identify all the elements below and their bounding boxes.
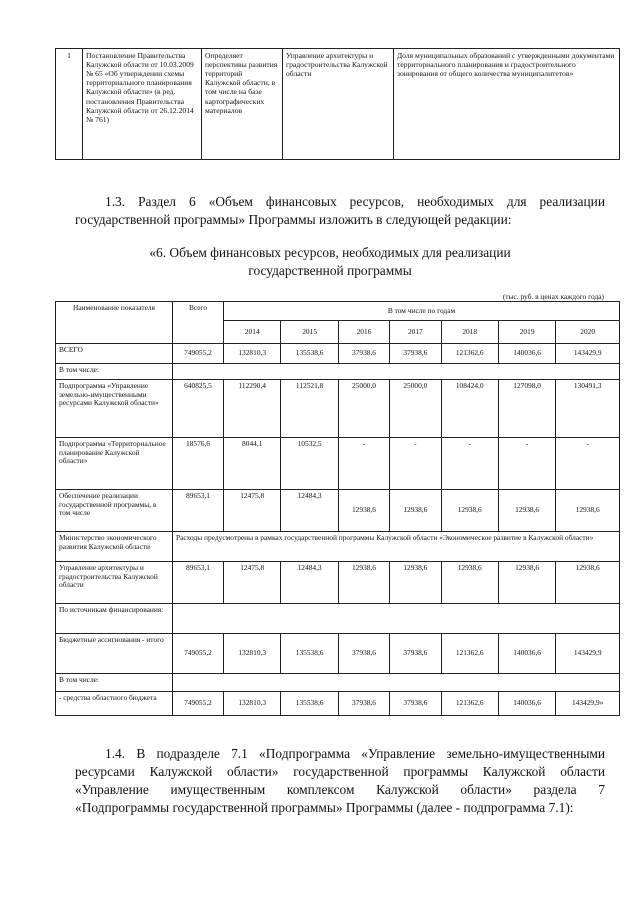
value-cell: 25000,0 <box>390 380 441 438</box>
table-row <box>56 380 620 438</box>
value-cell: - <box>556 438 620 490</box>
value-cell: 12938,6 <box>556 562 620 604</box>
value-cell: 143429,9 <box>556 344 620 364</box>
value-cell: 12938,6 <box>338 562 389 604</box>
executor-cell: Управление архитектуры и градостроительства Калужской области <box>283 49 394 160</box>
value-cell: 12938,6 <box>498 490 555 532</box>
row-label: Министерство экономического развития Калужской области <box>56 532 173 562</box>
value-cell: - <box>498 438 555 490</box>
value-cell: 143429,9 <box>556 634 620 674</box>
value-cell: 12938,6 <box>498 562 555 604</box>
table-row <box>56 692 620 716</box>
value-cell: 25000,0 <box>338 380 389 438</box>
value-cell: - <box>441 438 498 490</box>
value-cell: 112290,4 <box>224 380 281 438</box>
value-cell: 143429,9» <box>556 692 620 716</box>
value-cell: - <box>338 438 389 490</box>
empty-cell <box>173 674 620 692</box>
value-cell: 12484,3 <box>281 490 338 532</box>
total-cell: 640825,5 <box>173 380 224 438</box>
value-cell: 37938,6 <box>390 692 441 716</box>
table-row <box>56 532 620 562</box>
table-row <box>56 49 620 160</box>
paragraph-1-3 <box>75 193 605 229</box>
header-total: Всего <box>173 302 224 344</box>
header-by-years: В том числе по годам <box>224 302 620 321</box>
text-line: 1.4. В подразделе 7.1 «Подпрограмма «Управление земельно-имущественными <box>105 746 605 761</box>
text-line: ресурсами Калужской области» государственной программы Калужской области <box>75 764 605 779</box>
year-header: 2015 <box>281 321 338 344</box>
table-row <box>56 438 620 490</box>
value-cell: 108424,0 <box>441 380 498 438</box>
value-cell: 135538,6 <box>281 344 338 364</box>
empty-cell <box>173 364 620 380</box>
year-header: 2014 <box>224 321 281 344</box>
year-header: 2019 <box>498 321 555 344</box>
text-line: 1.3. Раздел 6 «Объем финансовых ресурсов, необходимых для реализации <box>105 194 605 209</box>
row-label: В том числе: <box>56 364 173 380</box>
row-label: Подпрограмма «Территориальное планирование Калужской области» <box>56 438 173 490</box>
value-cell: 121362,6 <box>441 634 498 674</box>
value-cell: 132810,3 <box>224 344 281 364</box>
value-cell: 130491,3 <box>556 380 620 438</box>
text-line: государственной программы» Программы изложить в следующей редакции: <box>75 212 512 227</box>
text-line: «Подпрограммы государственной программы» Программы (далее - подпрограмма 7.1): <box>75 800 574 815</box>
value-cell: 8044,1 <box>224 438 281 490</box>
row-label: Подпрограмма «Управление земельно-имущественными ресурсами Калужской области» <box>56 380 173 438</box>
value-cell: 132810,3 <box>224 634 281 674</box>
value-cell: 12938,6 <box>390 490 441 532</box>
units-note: (тыс. руб. в ценах каждого года) <box>502 292 604 301</box>
value-cell: 127098,0 <box>498 380 555 438</box>
value-cell: 12938,6 <box>556 490 620 532</box>
indicator-cell: Доля муниципальных образований с утвержденными документами территориального планирования и градостроительного зонирования от общего количества муниципалитетов» <box>394 49 620 160</box>
value-cell: 37938,6 <box>390 634 441 674</box>
value-cell: - <box>390 438 441 490</box>
value-cell: 37938,6 <box>338 344 389 364</box>
value-cell: 12938,6 <box>441 490 498 532</box>
document-cell: Постановление Правительства Калужской области от 10.03.2009 № 65 «Об утверждении схемы территориального планирования Калужской области» (в ред. постановления Правительства Калужской области от 26.12.2014 № 761) <box>83 49 202 160</box>
value-cell: 37938,6 <box>390 344 441 364</box>
table-row <box>56 562 620 604</box>
section-title-line: государственной программы <box>248 263 412 278</box>
ministry-note: Расходы предусмотрены в рамках государственной программы Калужской области «Экономическое развитие в Калужской области» <box>173 532 620 562</box>
total-cell: 18576,6 <box>173 438 224 490</box>
finance-table <box>55 301 620 716</box>
section-title <box>70 244 590 280</box>
value-cell: 121362,6 <box>441 692 498 716</box>
value-cell: 12938,6 <box>390 562 441 604</box>
table-row <box>56 604 620 634</box>
row-label: - средства областного бюджета <box>56 692 173 716</box>
value-cell: 10532,5 <box>281 438 338 490</box>
value-cell: 12938,6 <box>338 490 389 532</box>
measures-table <box>55 48 620 160</box>
value-cell: 135538,6 <box>281 692 338 716</box>
value-cell: 112521,8 <box>281 380 338 438</box>
year-header: 2020 <box>556 321 620 344</box>
section-title-line: «6. Объем финансовых ресурсов, необходимых для реализации <box>149 245 511 260</box>
value-cell: 140036,6 <box>498 692 555 716</box>
table-row <box>56 674 620 692</box>
value-cell: 140036,6 <box>498 634 555 674</box>
total-cell: 89653,1 <box>173 562 224 604</box>
table-row <box>56 490 620 532</box>
value-cell: 12938,6 <box>441 562 498 604</box>
value-cell: 12484,3 <box>281 562 338 604</box>
table-row <box>56 344 620 364</box>
row-label: По источникам финансирования: <box>56 604 173 634</box>
empty-cell <box>173 604 620 634</box>
value-cell: 135538,6 <box>281 634 338 674</box>
total-cell: 749055,2 <box>173 344 224 364</box>
year-header: 2017 <box>390 321 441 344</box>
row-label: ВСЕГО <box>56 344 173 364</box>
paragraph-1-4 <box>75 745 605 817</box>
total-cell: 89653,1 <box>173 490 224 532</box>
year-header: 2016 <box>338 321 389 344</box>
value-cell: 37938,6 <box>338 692 389 716</box>
row-label: Управление архитектуры и градостроительства Калужской области <box>56 562 173 604</box>
value-cell: 37938,6 <box>338 634 389 674</box>
value-cell: 140036,6 <box>498 344 555 364</box>
description-cell: Определяет перспективы развития территорий Калужской области, в том числе на базе картографических материалов <box>202 49 283 160</box>
header-name: Наименование показателя <box>56 302 173 344</box>
value-cell: 12475,8 <box>224 562 281 604</box>
row-label: Обеспечение реализации государственной программы, в том числе <box>56 490 173 532</box>
total-cell: 749055,2 <box>173 634 224 674</box>
text-line: «Управление имущественным комплексом Калужской области» раздела 7 <box>75 782 605 797</box>
table-row <box>56 364 620 380</box>
total-cell: 749055,2 <box>173 692 224 716</box>
table-header-row <box>56 302 620 321</box>
value-cell: 121362,6 <box>441 344 498 364</box>
value-cell: 132810,3 <box>224 692 281 716</box>
value-cell: 12475,8 <box>224 490 281 532</box>
row-label: В том числе: <box>56 674 173 692</box>
row-label: Бюджетные ассигнования - итого <box>56 634 173 674</box>
year-header: 2018 <box>441 321 498 344</box>
table-row <box>56 634 620 674</box>
row-number: 1 <box>56 49 83 160</box>
